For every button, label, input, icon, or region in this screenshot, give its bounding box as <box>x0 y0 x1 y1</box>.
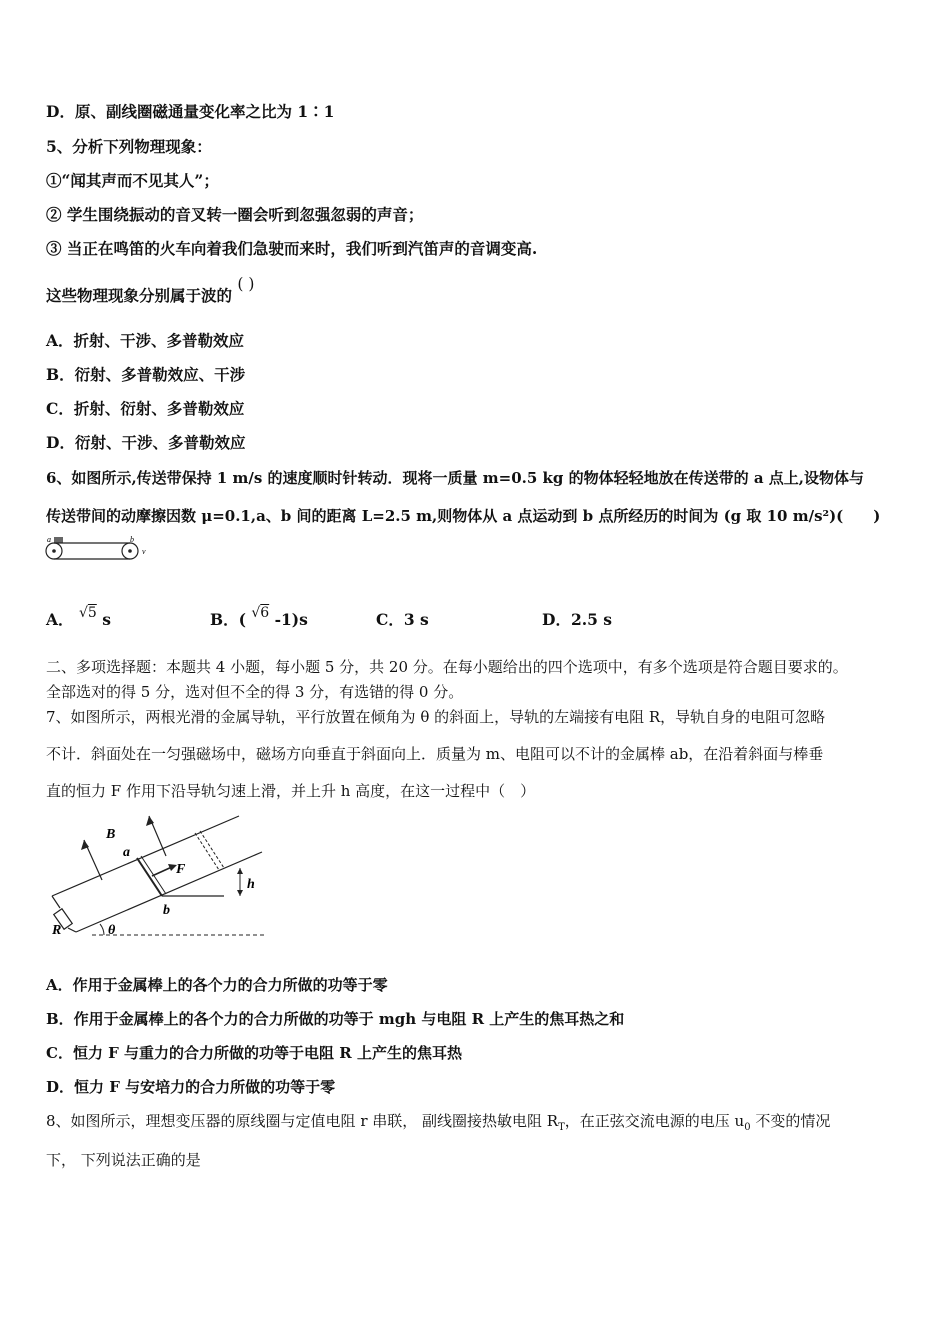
label-a: a <box>47 535 51 544</box>
q6-option-b-suffix: -1)s <box>274 610 308 629</box>
q6-option-c: C．3 s <box>376 610 429 629</box>
q5-blank: ( ) <box>237 275 255 293</box>
q7-option-a: A．作用于金属棒上的各个力的合力所做的功等于零 <box>46 976 388 994</box>
q6-line-1: 6、如图所示,传送带保持 1 m/s 的速度顺时针转动．现将一质量 m=0.5 kg 的物体轻轻地放在传送带的 a 点上,设物体与 <box>46 469 865 487</box>
sqrt-6: √6 <box>251 605 270 621</box>
sqrt-6-radicand: 6 <box>260 605 270 621</box>
incline-rail-figure <box>44 810 274 945</box>
rod-dashed-1 <box>195 833 219 870</box>
q6-option-b <box>210 605 308 631</box>
q8-sub-T: T <box>558 1122 565 1133</box>
q6-option-b-prefix: B．( <box>210 610 246 629</box>
q7-option-c: C．恒力 F 与重力的合力所做的功等于电阻 R 上产生的焦耳热 <box>46 1044 462 1062</box>
sqrt-5: √5 <box>78 605 97 621</box>
label-F: F <box>176 862 186 877</box>
label-b: b <box>163 903 170 918</box>
block-shape <box>54 537 63 543</box>
label-a: a <box>123 845 130 860</box>
rod-dashed-2 <box>200 831 224 868</box>
label-v: v <box>142 547 146 556</box>
q5-item-2: ② 学生围绕振动的音叉转一圈会听到忽强忽弱的声音； <box>46 205 424 224</box>
q7-line-1: 7、如图所示，两根光滑的金属导轨，平行放置在倾角为 θ 的斜面上，导轨的左端接有电阻 R，导轨自身的电阻可忽略 <box>46 708 826 726</box>
label-R: R <box>52 923 62 938</box>
rail-bottom <box>76 852 262 932</box>
q5-stem: 5、分析下列物理现象： <box>46 137 212 156</box>
label-theta: θ <box>108 923 116 938</box>
q6-option-a-suffix: s <box>102 610 111 629</box>
q5-option-d: D．衍射、干涉、多普勒效应 <box>46 433 246 452</box>
q7-line-3: 直的恒力 F 作用下沿导轨匀速上滑，并上升 h 高度，在这一过程中（ ） <box>46 782 536 800</box>
rod-ab <box>137 858 162 896</box>
q6-line-2: 传送带间的动摩擦因数 μ=0.1,a、b 间的距离 L=2.5 m,则物体从 a 点运动到 b 点所经历的时间为 (g 取 10 m/s²)( ) <box>46 507 881 525</box>
resistor-lead <box>68 928 76 932</box>
q8-line-1-text: 8、如图所示，理想变压器的原线圈与定值电阻 r 串联， 副线圈接热敏电阻 R <box>46 1112 559 1130</box>
q6-option-a <box>46 605 111 631</box>
q5-prompt-text: 这些物理现象分别属于波的 <box>46 286 233 305</box>
conveyor-belt-figure <box>44 534 154 562</box>
q5-option-b: B．衍射、多普勒效应、干涉 <box>46 365 246 384</box>
height-arrow-down <box>237 890 243 896</box>
q8-sub-0: 0 <box>744 1122 751 1133</box>
q7-option-d: D．恒力 F 与安培力的合力所做的功等于零 <box>46 1078 336 1096</box>
q7-option-b: B．作用于金属棒上的各个力的合力所做的功等于 mgh 与电阻 R 上产生的焦耳热之和 <box>46 1010 625 1028</box>
q5-option-a: A．折射、干涉、多普勒效应 <box>46 331 245 350</box>
rail-left-end <box>52 896 60 908</box>
label-b: b <box>130 535 134 544</box>
q8-line-1-rest: ，在正弦交流电源的电压 u <box>564 1112 745 1130</box>
q5-prompt <box>46 275 255 306</box>
left-pulley-axle <box>52 549 56 553</box>
label-h: h <box>247 877 255 892</box>
q6-option-d: D．2.5 s <box>542 610 613 629</box>
q8-line-2: 下， 下列说法正确的是 <box>46 1151 201 1169</box>
q7-line-2: 不计．斜面处在一匀强磁场中，磁场方向垂直于斜面向上．质量为 m、电阻可以不计的金属棒 ab，在沿着斜面与棒垂 <box>46 745 824 763</box>
q8-line-1-end: 不变的情况 <box>750 1112 831 1130</box>
q4-option-d: D．原、副线圈磁通量变化率之比为 1∶1 <box>46 102 335 121</box>
q6-option-a-prefix: A． <box>46 610 74 629</box>
q8-line-1 <box>46 1111 830 1138</box>
q5-item-3: ③ 当正在鸣笛的火车向着我们急驶而来时，我们听到汽笛声的音调变高. <box>46 239 538 258</box>
q5-option-c: C．折射、衍射、多普勒效应 <box>46 399 245 418</box>
q5-item-1: ①“闻其声而不见其人”； <box>46 171 219 190</box>
sqrt-5-radicand: 5 <box>87 605 97 621</box>
height-arrow-up <box>237 868 243 874</box>
rail-top <box>52 816 239 896</box>
angle-arc <box>100 924 104 935</box>
section2-line-1: 二、多项选择题：本题共 4 小题，每小题 5 分，共 20 分。在每小题给出的四个选项中，有多个选项是符合题目要求的。 <box>46 658 848 676</box>
label-B: B <box>106 827 116 842</box>
right-pulley-axle <box>128 549 132 553</box>
section2-line-2: 全部选对的得 5 分，选对但不全的得 3 分，有选错的得 0 分。 <box>46 683 464 701</box>
